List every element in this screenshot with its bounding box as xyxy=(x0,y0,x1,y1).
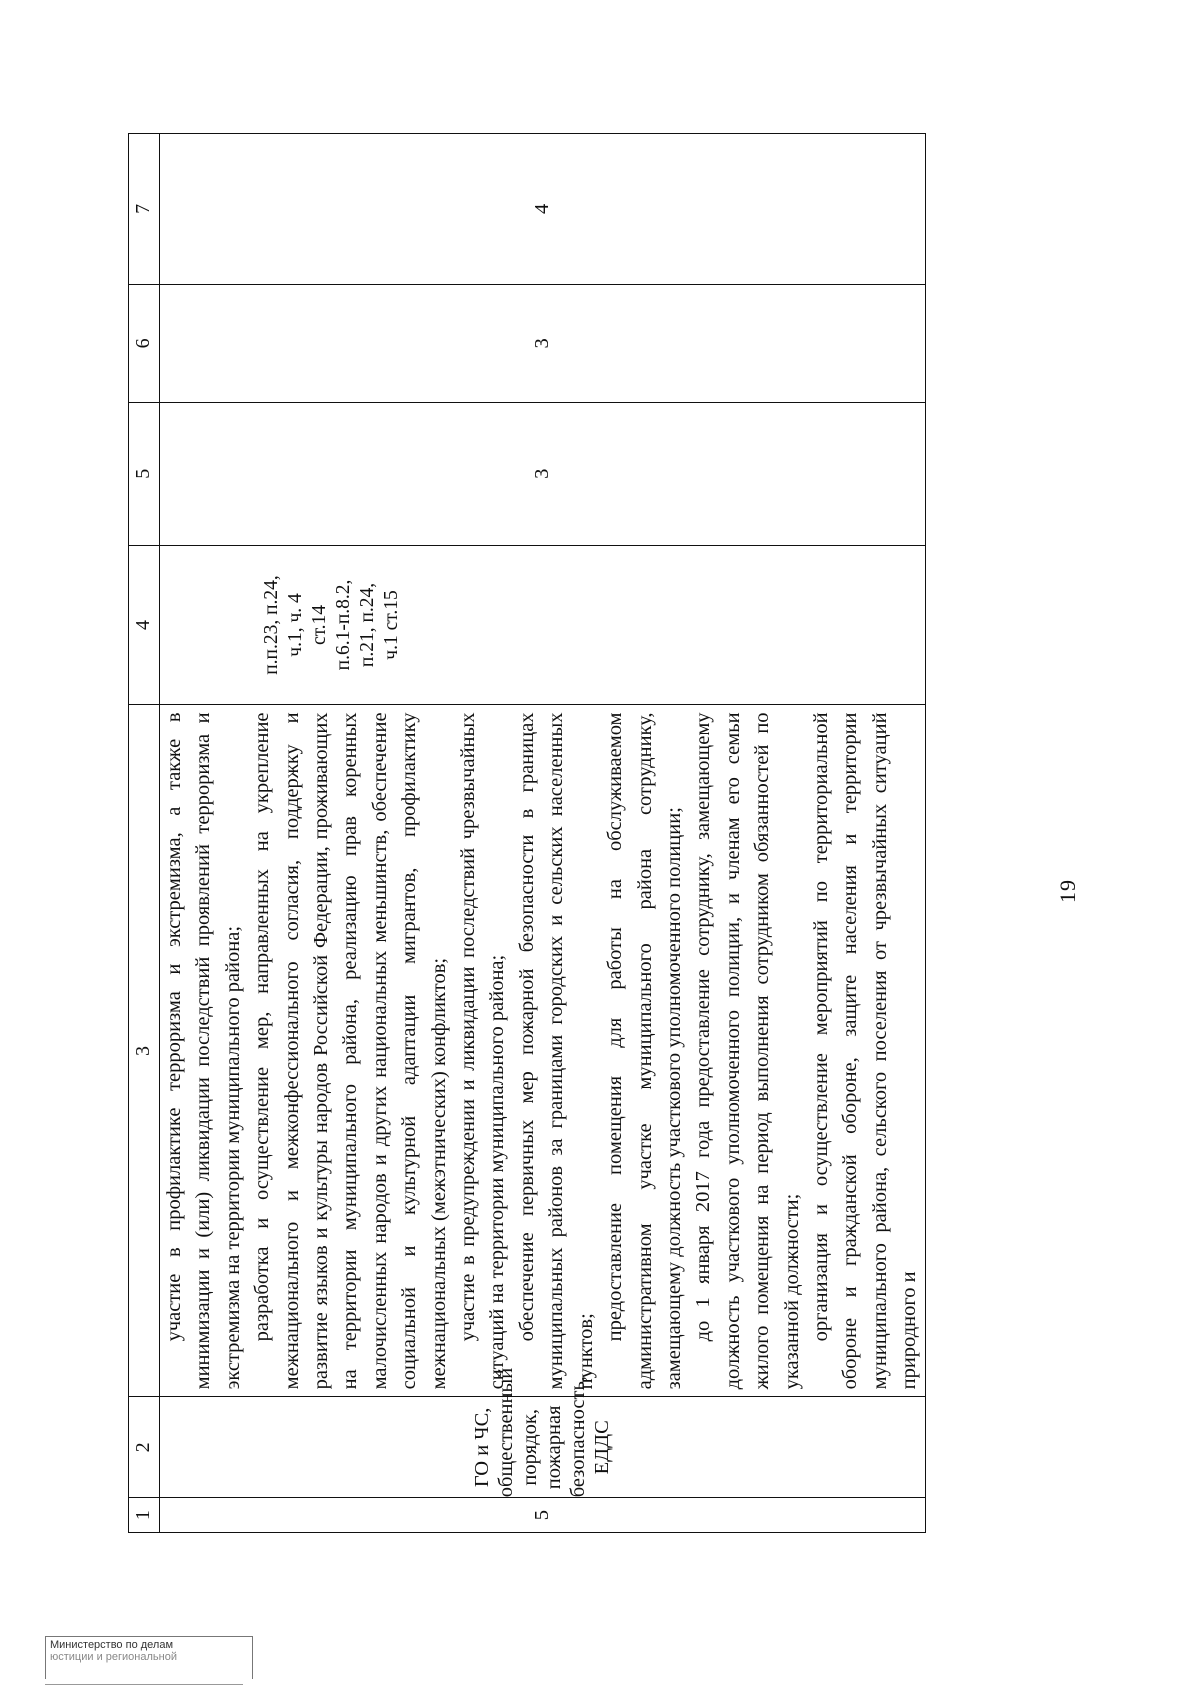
value-cell-5: 3 xyxy=(160,402,926,545)
column-header-6: 6 xyxy=(129,284,160,402)
legal-basis-line: п.21, п.24, xyxy=(357,582,378,668)
authority-table xyxy=(128,133,926,1533)
stamp-line-1: Министерство по делам xyxy=(50,1639,174,1651)
column-header-1: 1 xyxy=(129,1498,160,1533)
value-cell-7: 4 xyxy=(160,134,926,285)
powers-paragraph-2: разработка и осуществление мер, направленных на укрепление межнационального и межконфессионального согласия, поддержку и развитие языков и культуры народов Российской Федерации, проживающих на территории муниципального района, реализацию прав коренных малочисленных народов и других национальных меньшинств, обеспечение социальной и культурной адаптации мигрантов, профилактику межнациональных (межэтнических) конфликтов; xyxy=(251,712,450,1390)
page-number: 19 xyxy=(1055,879,1080,903)
powers-paragraph-1: участие в профилактике терроризма и экстремизма, а также в минимизации и (или) ликвидации последствий проявлений терроризма и экстремизма на территории муниципального района; xyxy=(163,712,244,1390)
registration-stamp xyxy=(45,1636,253,1679)
legal-basis-line: ч.1 ст.15 xyxy=(381,590,402,660)
column-header-4: 4 xyxy=(129,545,160,705)
powers-paragraph-5: предоставление помещения для работы на обслуживаемом административном участке муниципального района сотруднику, замещающему должность участкового уполномоченного полиции; xyxy=(604,712,685,1390)
powers-paragraph-4: обеспечение первичных мер пожарной безопасности в границах муниципальных районов за границами городских и сельских населенных пунктов; xyxy=(515,712,597,1390)
legal-basis-cell xyxy=(160,545,926,705)
powers-paragraph-6: до 1 января 2017 года предоставление сотруднику, замещающему должность участкового уполномоченного полиции, и членам его семьи жилого помещения на период выполнения сотрудником обязанностей по указанной должности; xyxy=(692,712,803,1390)
powers-cell xyxy=(160,705,926,1397)
legal-basis-line: п.п.23, п.24, xyxy=(261,575,282,675)
legal-basis-line: ст.14 xyxy=(309,604,330,646)
column-header-5: 5 xyxy=(129,402,160,545)
area-cell: ГО и ЧС, общественный порядок, пожарная безопасность, ЕДДС xyxy=(160,1397,926,1498)
table-row xyxy=(160,134,926,1533)
column-header-3: 3 xyxy=(129,705,160,1397)
column-header-2: 2 xyxy=(129,1397,160,1498)
header-row xyxy=(129,134,160,1533)
powers-paragraph-7: организация и осуществление мероприятий по территориальной обороне и гражданской обороне, защите населения и территории муниципального района, сельского поселения от чрезвычайных ситуаций природного и xyxy=(809,712,921,1390)
stamp-underline xyxy=(45,1684,243,1685)
legal-basis-line: п.6.1-п.8.2, xyxy=(333,579,354,671)
column-header-7: 7 xyxy=(129,134,160,285)
legal-basis-line: ч.1, ч. 4 xyxy=(285,593,306,657)
value-cell-6: 3 xyxy=(160,284,926,402)
row-number-cell: 5 xyxy=(160,1498,926,1533)
powers-paragraph-3: участие в предупреждении и ликвидации последствий чрезвычайных ситуаций на территории муниципального района; xyxy=(457,712,509,1390)
stamp-line-2: юстиции и региональной xyxy=(50,1651,177,1663)
